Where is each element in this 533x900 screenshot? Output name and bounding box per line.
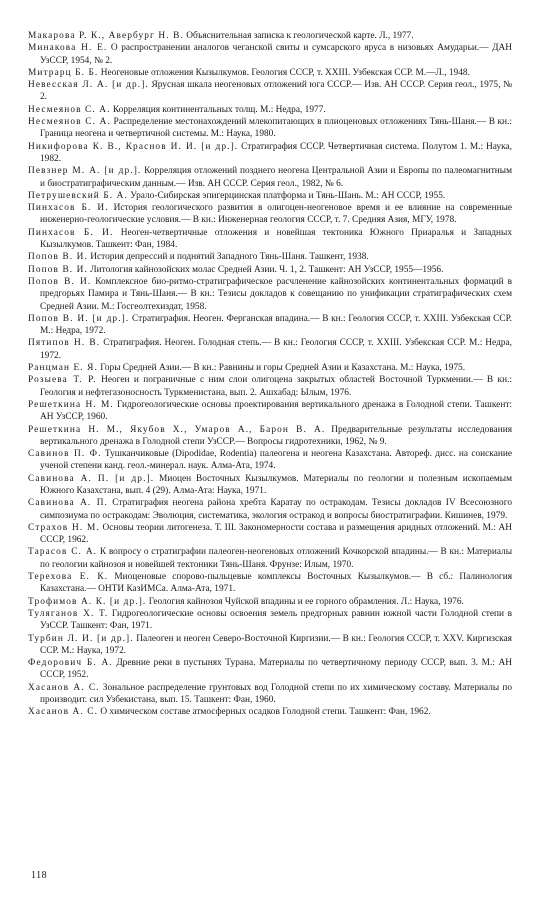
reference-author: Несмеянов С. А. — [28, 104, 111, 115]
reference-text: Урало-Сибирская эпигерцинская платформа и Тянь-Шань. М.: АН СССР, 1955. — [127, 190, 446, 201]
reference-author: Певзнер М. А. [и др.]. — [28, 166, 142, 177]
reference-author: Розыева Т. Р. — [28, 375, 97, 386]
reference-author: Туляганов Х. Т. — [28, 608, 109, 619]
reference-author: Страхов Н. М. — [28, 522, 100, 533]
reference-text: Гидрогеологические основы освоения земель предгорных равнин южной части Голодной степи в УзССР. Ташкент: Фан, 1971. — [40, 608, 513, 632]
reference-author: Решеткина Н. М., Якубов Х., Умаров А., Барон В. А. — [28, 424, 326, 435]
reference-text: Комплексное био-ритмо-стратиграфическое расчленение кайнозойских континентальных формаций в предгорьях Памира и Тянь-Шаня.— В кн.: Тезисы докладов к совещанию по унификации стратиграфических схем Средней Азии. М.: Госгеолтехиздат, 1958. — [40, 276, 512, 312]
reference-entry — [28, 202, 512, 227]
reference-text: История депрессий и поднятий Западного Тянь-Шаня. Ташкент, 1938. — [87, 252, 369, 263]
reference-text: Древние реки в пустынях Турана. Материалы по четвертичному периоду СССР, вып. 3. М.: АН СССР, 1952. — [40, 658, 512, 681]
reference-author: Петрушевский Б. А. — [28, 190, 128, 201]
reference-author: Минакова Н. Е. — [28, 43, 108, 54]
reference-entry — [28, 374, 512, 399]
reference-text: Неоген-четвертичные отложения и новейшая тектоника Южного Приаралья и Западных Кызылкумов. Ташкент: Фан, 1984. — [40, 227, 512, 251]
reference-text: Предварительные результаты исследования вертикального дренажа в Голодной степи УзССР.— Вопросы гидротехники, 1962, № 9. — [40, 424, 512, 447]
reference-text: О химическом составе атмосферных осадков Голодной степи. Ташкент: Фан, 1962. — [98, 707, 431, 718]
reference-entry — [28, 657, 512, 682]
reference-text: Тушканчиковые (Dipodidae, Rodentia) палеогена и неогена Казахстана. Автореф. дисс. на соискание ученой степени канд. геол.-минерал. наук. Алма-Ата, 1974. — [40, 449, 512, 472]
reference-author: Никифорова К. В., Краснов И. И. [и др.]. — [28, 141, 239, 152]
reference-entry — [28, 424, 512, 449]
reference-text: Гидрогеологические основы проектирования вертикального дренажа в Голодной степи. Ташкент: АН УзССР, 1960. — [40, 399, 512, 423]
reference-author: Попов В. И. — [28, 264, 88, 275]
reference-text: Неогеновые отложения Кызылкумов. Геология СССР, т. XXIII. Узбекская ССР. М.—Л., 1948. — [98, 67, 470, 78]
reference-entry — [28, 448, 512, 473]
reference-author: Митрарц Б. Б. — [28, 67, 99, 78]
reference-author: Попов В. И. — [28, 252, 88, 263]
reference-author: Трофимов А. К. [и др.]. — [28, 596, 147, 607]
reference-author: Тарасов С. А. — [28, 547, 98, 558]
reference-entry — [28, 42, 512, 67]
reference-entry — [28, 276, 512, 313]
reference-author: Пинхасов Б. И. — [28, 203, 109, 214]
reference-author: Турбин Л. И. [и др.]. — [28, 633, 134, 644]
reference-text: К вопросу о стратиграфии палеоген-неогеновых отложений Кочкорской впадины.— В кн.: Материалы по геологии кайнозоя и новейшей тектоники Тянь-Шаня. Фрунзе: Илым, 1970. — [40, 547, 512, 570]
reference-entry — [28, 227, 512, 252]
reference-author: Попов В. И. [и др.]. — [28, 313, 130, 324]
reference-entry — [28, 313, 512, 338]
reference-text: Неоген и пограничные с ним слои олигоцена закрытых областей Восточной Туркмении.— В кн.: Геология и нефтегазоносность Туркменистана, вып. 2. Ашхабад: Ылым, 1976. — [40, 375, 513, 398]
reference-author: Решеткина Н. М. — [28, 399, 114, 410]
reference-entry — [28, 104, 512, 116]
reference-author: Макарова Р. К., Авербург Н. В. — [28, 31, 184, 41]
reference-text: История геологического развития в олигоцен-неогеновое время и ее влияние на современные инженерно-геологические условия.— В кн.: Инженерная геология СССР, т. 7. Средняя Азия, МГУ, 1978. — [40, 203, 512, 226]
reference-author: Несмеянов С. А. — [28, 117, 111, 128]
reference-text: Основы теории литогенеза. Т. III. Закономерности состава и размещения аридных отложений. М.: АН СССР, 1962. — [40, 522, 512, 546]
reference-entry — [28, 682, 512, 707]
reference-entry — [28, 190, 512, 202]
reference-entry — [28, 706, 512, 718]
reference-entry — [28, 473, 512, 498]
reference-author: Савинова А. П. — [28, 498, 108, 509]
page-number: 118 — [31, 870, 48, 881]
reference-text: Стратиграфия СССР. Четвертичная система. Полутом 1. М.: Наука, 1982. — [40, 141, 512, 164]
reference-text: Ярусная шкала неогеновых отложений юга СССР.— Изв. АН СССР. Серия геол., 1975, № 2. — [40, 80, 513, 103]
reference-text: Стратиграфия. Неоген. Голодная степь.— В кн.: Геология СССР, т. XXIII. Узбекская ССР. М.: Недра, 1972. — [40, 338, 512, 361]
reference-author: Савинова А. П. [и др.]. — [28, 473, 155, 484]
reference-entry — [28, 362, 512, 374]
reference-text: Миоценовые спорово-пыльцевые комплексы Восточных Кызылкумов.— В сб.: Палинология Казахстана.— ОНТИ КазИМСа. Алма-Ата, 1971. — [40, 572, 512, 595]
reference-entry — [28, 399, 512, 424]
reference-entry — [28, 165, 512, 190]
reference-text: О распространении аналогов чеганской свиты и сумсарского яруса в низовьях Амударьи.— ДАН УзССР, 1954, № 2. — [40, 43, 512, 66]
reference-text: Корреляция отложений позднего неогена Центральной Азии и Европы по палеомагнитным и биостратиграфическим данным.— Изв. АН СССР. Серия геол., 1982, № 6. — [40, 166, 512, 189]
reference-entry — [28, 337, 512, 362]
reference-author: Ранцман Е. Я. — [28, 363, 98, 374]
reference-text: Палеоген и неоген Северо-Восточной Киргизии.— В кн.: Геология СССР, т. XXV. Киргизская ССР. М.: Наука, 1972. — [40, 633, 512, 656]
reference-text: Стратиграфия неогена района хребта Каратау по остракодам. Тезисы докладов IV Всесоюзного симпозиума по остракодам: Эволюция, систематика, экология остракод и вопросы биостратиграфии. Кишинев, 1979. — [40, 498, 512, 521]
reference-entry — [28, 30, 512, 42]
reference-entry — [28, 251, 512, 263]
reference-text: Горы Средней Азии.— В кн.: Равнины и горы Средней Азии и Казахстана. М.: Наука, 1975. — [97, 363, 466, 374]
reference-text: Корреляция континентальных толщ. М.: Недра, 1977. — [110, 104, 326, 115]
reference-author: Терехова Е. К. — [28, 572, 109, 583]
reference-text: Стратиграфия. Неоген. Ферганская впадина.— В кн.: Геология СССР, т. XXIII. Узбекская ССР. М.: Недра, 1972. — [40, 313, 512, 337]
reference-text: Геология кайнозоя Чуйской впадины и ее горного обрамления. Л.: Наука, 1976. — [146, 596, 464, 607]
reference-author: Савинов П. Ф. — [28, 449, 102, 460]
reference-author: Невесская Л. А. [и др.]. — [28, 80, 149, 91]
reference-text: Распределение местонахождений млекопитающих в плиоценовых отложениях Тянь-Шаня.— В кн.: Граница неогена и четвертичной системы. М.: Наука, 1980. — [40, 117, 512, 140]
reference-entry — [28, 79, 512, 104]
reference-list — [28, 30, 512, 719]
reference-entry — [28, 546, 512, 571]
reference-entry — [28, 571, 512, 596]
reference-entry — [28, 522, 512, 547]
reference-entry — [28, 497, 512, 522]
reference-entry — [28, 116, 512, 141]
reference-author: Хасанов А. С. — [28, 682, 100, 693]
reference-entry — [28, 633, 512, 658]
reference-author: Пятипов Н. В. — [28, 338, 101, 349]
reference-entry — [28, 264, 512, 276]
reference-author: Хасанов А. С. — [28, 707, 99, 718]
reference-entry — [28, 67, 512, 79]
reference-text: Миоцен Восточных Кызылкумов. Материалы по геологии и полезным ископаемым Южного Казахстана, вып. 4 (29). Алма-Ата: Наука, 1971. — [40, 473, 512, 496]
reference-author: Попов В. И. — [28, 276, 92, 287]
reference-author: Пинхасов Б. И. — [28, 227, 114, 238]
reference-text: Литология кайнозойских молас Средней Азии. Ч. 1, 2. Ташкент: АН УзССР, 1955—1956. — [87, 264, 444, 275]
reference-text: Объяснительная записка к геологической карте. Л., 1977. — [183, 31, 414, 41]
reference-text: Зональное распределение грунтовых вод Голодной степи по их химическому составу. Материалы по производит. сил Узбекистана, вып. 15. Ташкент: Фан, 1960. — [40, 682, 512, 706]
reference-entry — [28, 141, 512, 166]
reference-entry — [28, 608, 512, 633]
reference-entry — [28, 596, 512, 608]
reference-author: Федорович Б. А. — [28, 658, 113, 669]
